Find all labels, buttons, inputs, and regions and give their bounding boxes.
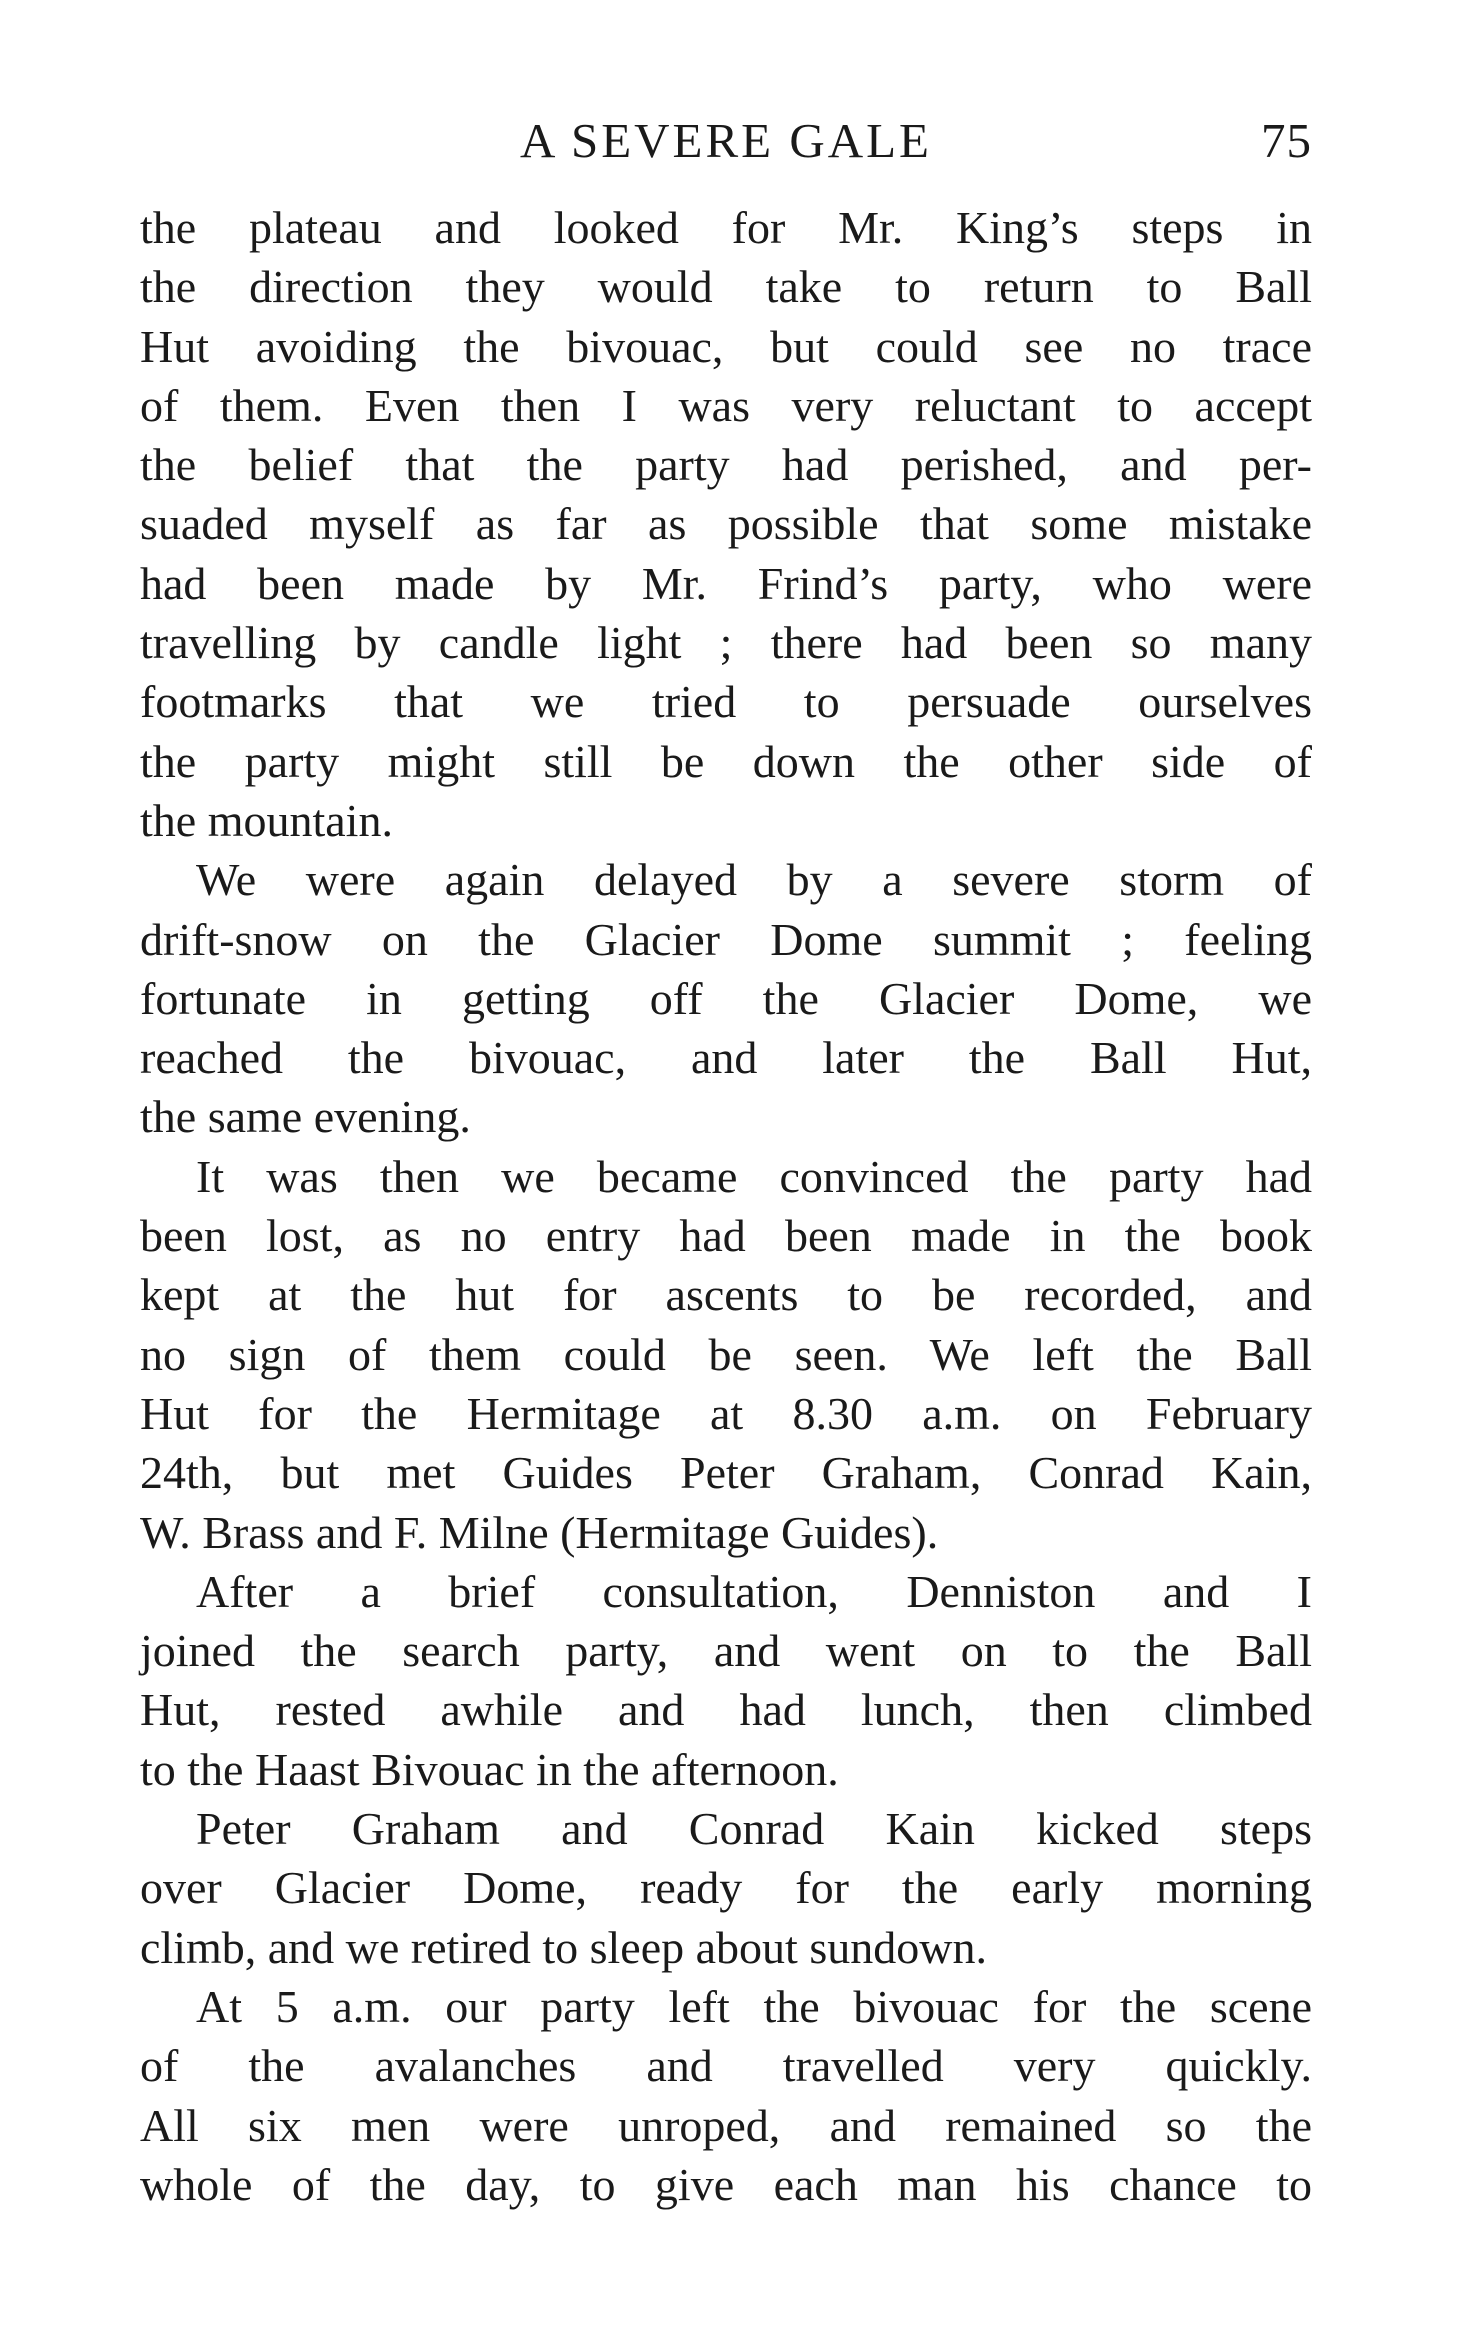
text-line: fortunate in getting off the Glacier Dome, we bbox=[140, 972, 1312, 1024]
text-line: footmarks that we tried to persuade ourselves bbox=[140, 676, 1312, 728]
chapter-running-title: A SEVERE GALE bbox=[520, 113, 932, 168]
text-line: drift-snow on the Glacier Dome summit ; feeling bbox=[140, 913, 1312, 965]
paragraph bbox=[140, 1977, 1312, 2214]
text-line: kept at the hut for ascents to be recorded, and bbox=[140, 1269, 1312, 1321]
text-line: We were again delayed by a severe storm of bbox=[196, 854, 1312, 906]
text-line: climb, and we retired to sleep about sundown. bbox=[140, 1921, 987, 1973]
body-text bbox=[140, 198, 1312, 2214]
text-line: travelling by candle light ; there had been so many bbox=[140, 617, 1312, 669]
text-line: the party might still be down the other side of bbox=[140, 735, 1312, 787]
text-line: the plateau and looked for Mr. King’s steps in bbox=[140, 202, 1312, 253]
text-line: Hut for the Hermitage at 8.30 a.m. on February bbox=[140, 1387, 1312, 1439]
text-line: Hut avoiding the bivouac, but could see no trace bbox=[140, 320, 1312, 372]
text-line: the direction they would take to return to Ball bbox=[140, 261, 1312, 313]
page-number: 75 bbox=[1261, 113, 1312, 168]
text-line: It was then we became convinced the party had bbox=[196, 1150, 1312, 1202]
text-line: After a brief consultation, Denniston and I bbox=[196, 1565, 1312, 1617]
text-line: W. Brass and F. Milne (Hermitage Guides). bbox=[140, 1506, 939, 1558]
paragraph bbox=[140, 198, 1312, 850]
text-line: reached the bivouac, and later the Ball Hut, bbox=[140, 1032, 1312, 1084]
paragraph bbox=[140, 1562, 1312, 1799]
text-line: the mountain. bbox=[140, 794, 393, 846]
text-line: suaded myself as far as possible that some mistake bbox=[140, 498, 1312, 550]
text-line: of the avalanches and travelled very quickly. bbox=[140, 2040, 1312, 2092]
paragraph bbox=[140, 850, 1312, 1146]
text-line: Hut, rested awhile and had lunch, then climbed bbox=[140, 1684, 1312, 1736]
paragraph bbox=[140, 1799, 1312, 1977]
text-line: the same evening. bbox=[140, 1091, 471, 1143]
text-line: over Glacier Dome, ready for the early morning bbox=[140, 1862, 1312, 1914]
text-line: had been made by Mr. Frind’s party, who were bbox=[140, 557, 1312, 609]
text-line: All six men were unroped, and remained so the bbox=[140, 2099, 1312, 2151]
text-line: been lost, as no entry had been made in the book bbox=[140, 1210, 1312, 1262]
paragraph bbox=[140, 1147, 1312, 1562]
text-line: whole of the day, to give each man his chance to bbox=[140, 2158, 1312, 2210]
text-line: to the Haast Bivouac in the afternoon. bbox=[140, 1743, 839, 1795]
text-line: of them. Even then I was very reluctant to accept bbox=[140, 379, 1312, 431]
text-line: joined the search party, and went on to the Ball bbox=[140, 1625, 1312, 1677]
text-line: the belief that the party had perished, and per- bbox=[140, 439, 1312, 491]
running-head bbox=[140, 112, 1312, 178]
text-line: no sign of them could be seen. We left the Ball bbox=[140, 1328, 1312, 1380]
text-line: Peter Graham and Conrad Kain kicked steps bbox=[196, 1803, 1312, 1855]
text-line: At 5 a.m. our party left the bivouac for the scene bbox=[196, 1980, 1312, 2032]
text-line: 24th, but met Guides Peter Graham, Conrad Kain, bbox=[140, 1447, 1312, 1499]
